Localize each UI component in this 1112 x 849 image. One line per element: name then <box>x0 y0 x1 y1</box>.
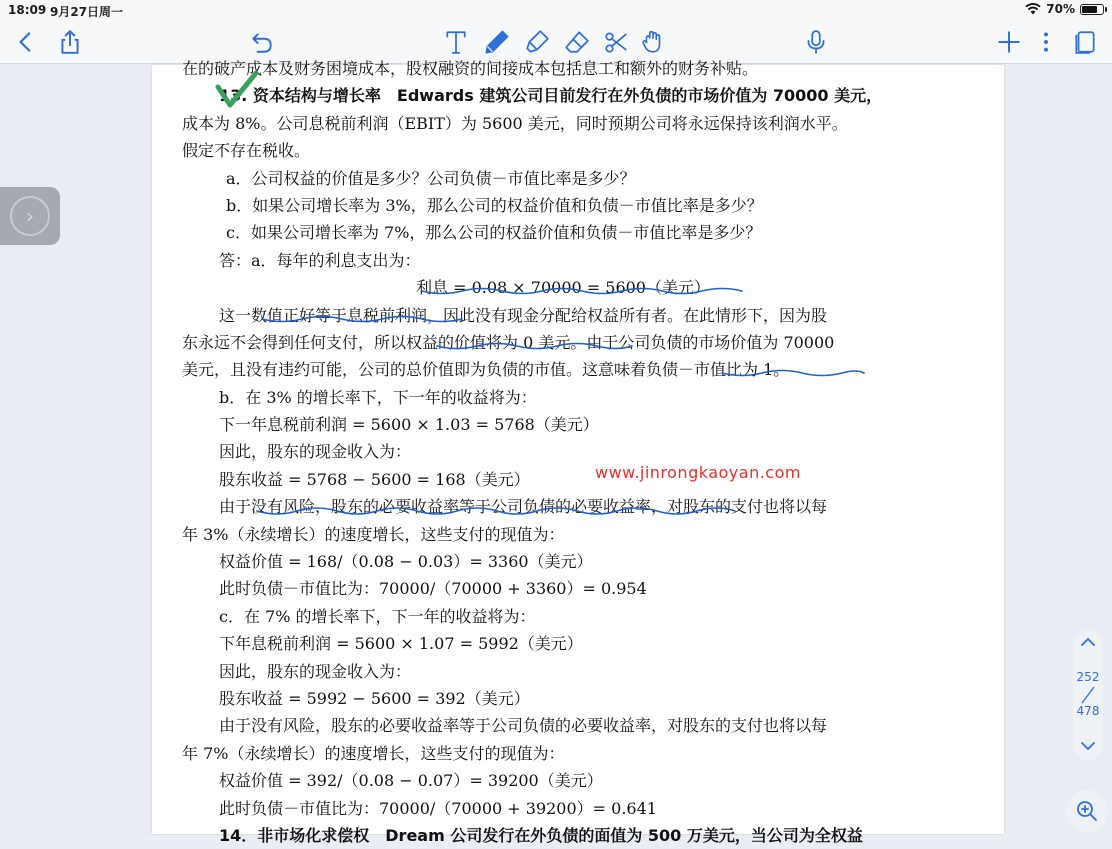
pen-tool-icon <box>484 29 510 55</box>
text-line: 年 3%（永续增长）的速度增长，这些支付的现值为： <box>182 524 565 544</box>
battery-icon <box>1080 4 1104 15</box>
text-line: b．在 3% 的增长率下，下一年的收益将为： <box>219 387 537 407</box>
lasso-tool-icon <box>603 29 629 55</box>
battery-percent: 70% <box>1046 2 1075 16</box>
page-separator <box>1080 686 1096 704</box>
share-button[interactable] <box>54 26 86 58</box>
chevron-up-icon <box>1078 632 1098 652</box>
status-right <box>1025 2 1104 16</box>
page-navigator <box>1073 630 1103 760</box>
add-button[interactable] <box>993 26 1025 58</box>
text-line: 在的破产成本及财务困境成本，股权融资的间接成本包括息工和额外的财务补贴。 <box>182 59 759 78</box>
next-page-button[interactable] <box>1078 736 1098 756</box>
equation-line: 下年息税前利润 = 5600 × 1.07 = 5992（美元） <box>219 634 583 654</box>
equation-line: 此时负债－市值比为：70000/（70000 + 3360）= 0.954 <box>219 579 647 599</box>
equation-line: 股东收益 = 5992 − 5600 = 392（美元） <box>219 688 530 708</box>
question-heading: 14．非市场化求偿权 Dream 公司发行在外负债的面值为 500 万美元，当公司为全权益 <box>219 825 863 845</box>
highlighter-tool-icon <box>524 29 550 55</box>
battery-fill <box>1082 6 1097 13</box>
more-button[interactable] <box>1030 26 1062 58</box>
text-line: 因此，股东的现金收入为： <box>219 661 412 681</box>
wifi-icon <box>1025 3 1041 15</box>
undo-button[interactable] <box>246 26 278 58</box>
pages-button[interactable] <box>1069 26 1101 58</box>
back-button[interactable] <box>10 26 42 58</box>
answer-heading: 答：a．每年的利息支出为： <box>219 250 421 270</box>
status-time: 18:09 <box>8 3 47 17</box>
equation-line: 权益价值 = 168/（0.08 − 0.03）= 3360（美元） <box>219 552 593 572</box>
more-icon <box>1033 29 1059 55</box>
text-tool-icon <box>443 29 469 55</box>
hand-tool-icon <box>640 29 666 55</box>
equation-line: 股东收益 = 5768 − 5600 = 168（美元） <box>219 469 530 489</box>
equation-line: 权益价值 = 392/（0.08 − 0.07）= 39200（美元） <box>219 771 603 791</box>
microphone-icon <box>803 29 829 55</box>
text-tool-button[interactable] <box>440 26 472 58</box>
text-line: 东永远不会得到任何支付，所以权益的价值将为 0 美元。由于公司负债的市场价值为 70000 <box>182 332 835 352</box>
eraser-tool-button[interactable] <box>561 26 593 58</box>
total-pages: 478 <box>1076 704 1100 718</box>
zoom-in-icon <box>1075 799 1099 823</box>
share-icon <box>57 29 83 55</box>
document-text <box>182 55 942 849</box>
undo-icon <box>249 29 275 55</box>
equation-line: 利息 = 0.08 × 70000 = 5600（美元） <box>416 278 710 298</box>
chevron-right-icon: › <box>10 196 50 236</box>
equation-line: 下一年息税前利润 = 5600 × 1.03 = 5768（美元） <box>219 415 599 435</box>
previous-page-button[interactable] <box>1078 632 1098 652</box>
text-line: 由于没有风险，股东的必要收益率等于公司负债的必要收益率，对股东的支付也将以每 <box>219 497 828 517</box>
back-icon <box>13 29 39 55</box>
chevron-down-icon <box>1078 736 1098 756</box>
text-line: 年 7%（永续增长）的速度增长，这些支付的现值为： <box>182 743 565 763</box>
text-line: 成本为 8%。公司息税前利润（EBIT）为 5600 美元，同时预期公司将永远保持该利润水平。 <box>182 113 848 133</box>
pages-icon <box>1072 29 1098 55</box>
equation-line: 此时负债－市值比为：70000/（70000 + 39200）= 0.641 <box>219 798 657 818</box>
zoom-button[interactable] <box>1066 790 1108 832</box>
text-line: 美元，且没有违约可能，公司的总价值即为负债的市值。这意味着负债－市值比为 1。 <box>182 360 790 380</box>
lasso-tool-button[interactable] <box>600 26 632 58</box>
status-date: 9月27日周一 <box>50 5 124 19</box>
highlighter-tool-button[interactable] <box>521 26 553 58</box>
add-icon <box>996 29 1022 55</box>
text-line: c．如果公司增长率为 7%，那么公司的权益价值和负债－市值比率是多少？ <box>226 223 762 243</box>
side-panel-handle[interactable] <box>0 187 60 245</box>
watermark: www.jinrongkaoyan.com <box>595 463 801 482</box>
text-line: 假定不存在税收。 <box>182 141 311 161</box>
hand-tool-button[interactable] <box>637 26 669 58</box>
status-bar <box>0 0 1112 20</box>
text-line: a．公司权益的价值是多少？公司负债－市值比率是多少？ <box>226 168 636 188</box>
page-area[interactable] <box>0 59 1112 845</box>
question-heading: 13. 资本结构与增长率 Edwards 建筑公司目前发行在外负债的市场价值为 70000 美元， <box>219 86 883 106</box>
text-line: b．如果公司增长率为 3%，那么公司的权益价值和负债－市值比率是多少？ <box>226 195 763 215</box>
microphone-button[interactable] <box>800 26 832 58</box>
eraser-tool-icon <box>564 29 590 55</box>
text-line: 因此，股东的现金收入为： <box>219 442 412 462</box>
text-line: c．在 7% 的增长率下，下一年的收益将为： <box>219 606 536 626</box>
document-page[interactable] <box>152 59 1004 845</box>
current-page: 252 <box>1076 670 1100 684</box>
text-line: 这一数值正好等于息税前利润，因此没有现金分配给权益所有者。在此情形下，因为股 <box>219 305 828 325</box>
text-line: 由于没有风险，股东的必要收益率等于公司负债的必要收益率，对股东的支付也将以每 <box>219 716 828 736</box>
pen-tool-button[interactable] <box>481 26 513 58</box>
